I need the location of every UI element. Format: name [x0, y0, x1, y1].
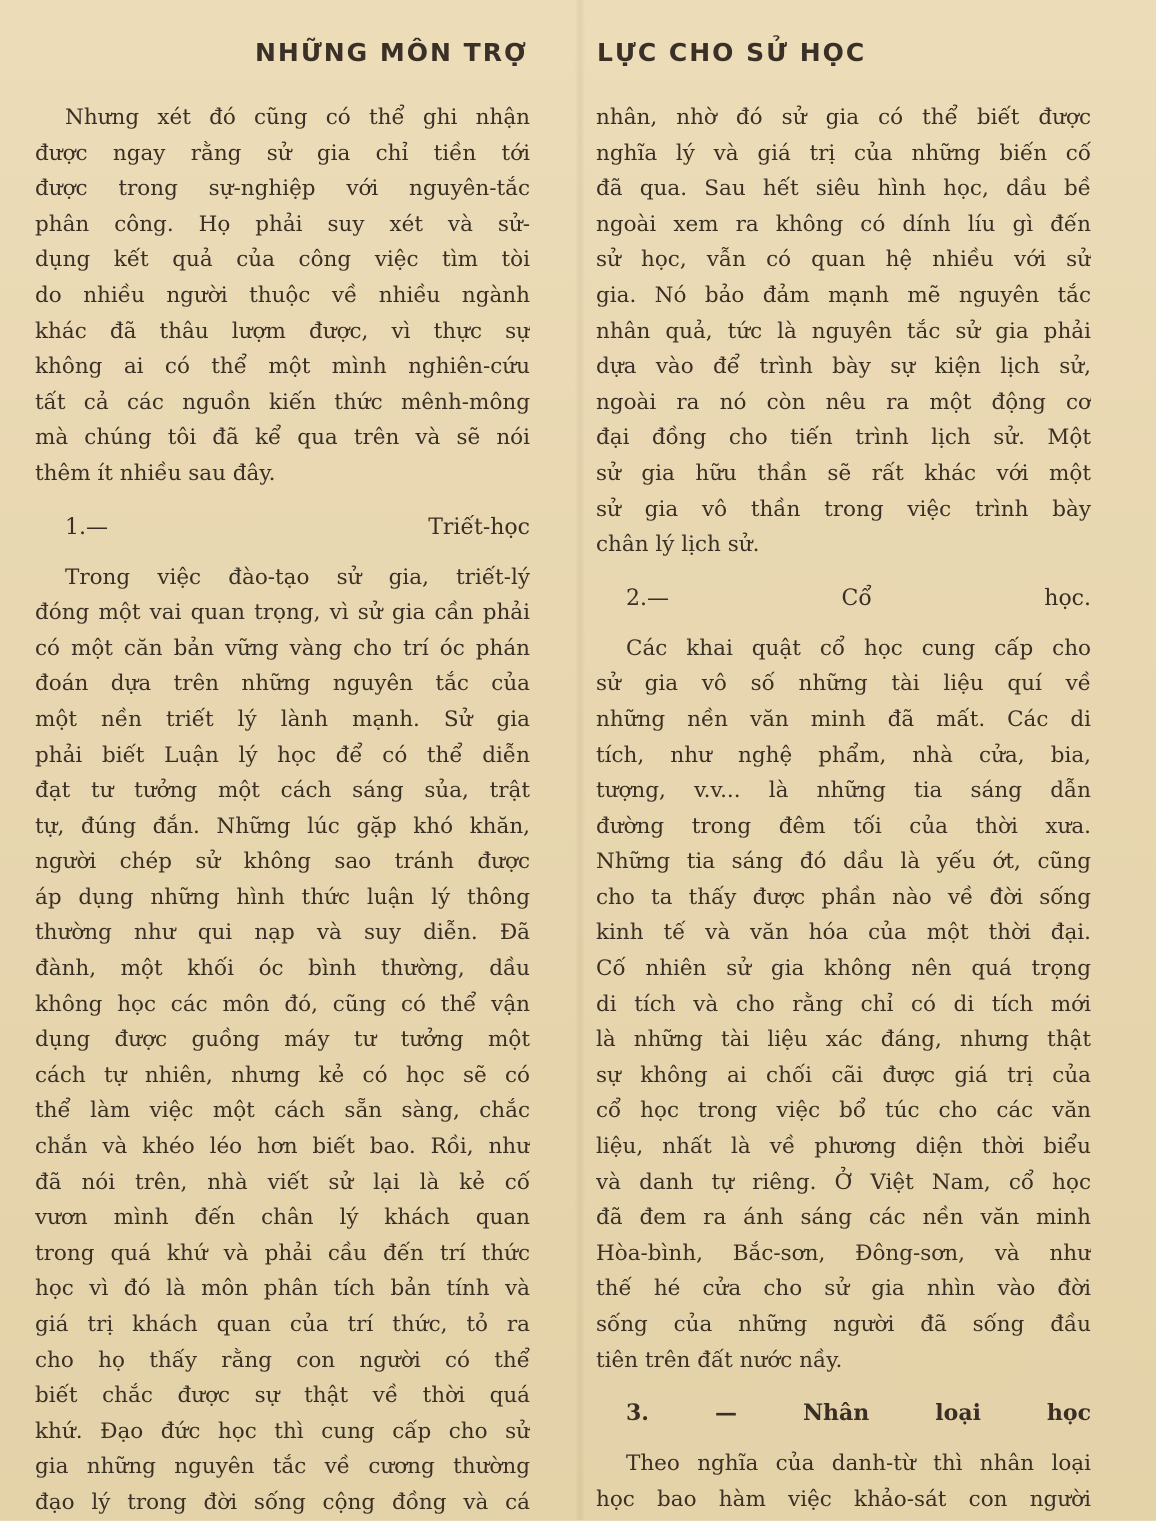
text-line: nhân quả, tức là nguyên tắc sử gia phải: [596, 318, 1091, 344]
section-heading-anthropology: 3. — Nhân loại học: [626, 1400, 1091, 1427]
text-line: chân lý lịch sử.: [596, 532, 760, 558]
header-right: LỰC CHO SỬ HỌC: [597, 38, 867, 67]
text-line: Những tia sáng đó dầu là yếu ớt, cũng: [596, 849, 1091, 875]
text-line: tích, như nghệ phẩm, nhà cửa, bia,: [596, 742, 1091, 768]
text-line: tiên trên đất nước nầy.: [596, 1347, 843, 1373]
text-line: cách tự nhiên, nhưng kẻ có học sẽ có: [35, 1062, 530, 1088]
text-line: thế hé cửa cho sử gia nhìn vào đời: [596, 1276, 1091, 1302]
text-line: không ai có thể một mình nghiên-cứu: [35, 354, 530, 380]
text-line: chắn và khéo léo hơn biết bao. Rồi, như: [35, 1134, 530, 1160]
text-line: thể làm việc một cách sẵn sàng, chắc: [35, 1098, 530, 1124]
text-line: cho ta thấy được phần nào về đời sống: [596, 884, 1091, 910]
text-line: đường trong đêm tối của thời xưa.: [596, 813, 1091, 839]
header-left: NHỮNG MÔN TRỢ: [255, 38, 528, 67]
text-line: đại đồng cho tiến trình lịch sử. Một: [596, 425, 1091, 451]
left-column: [35, 100, 530, 1521]
text-line: cổ học trong việc bổ túc cho các văn: [596, 1098, 1091, 1124]
text-line: dụng được guồng máy tư tưởng một: [35, 1027, 530, 1053]
text-line: di tích và cho rằng chỉ có di tích mới: [596, 991, 1091, 1017]
text-line: phân công. Họ phải suy xét và sử-: [35, 211, 530, 237]
text-line: Hòa-bình, Bắc-sơn, Đông-sơn, và như: [596, 1240, 1091, 1266]
text-line: tượng, v.v... là những tia sáng dẫn: [596, 778, 1091, 804]
text-line: khứ. Đạo đức học thì cung cấp cho sử: [35, 1418, 530, 1444]
text-line: giá trị khách quan của trí thức, tỏ ra: [35, 1312, 530, 1337]
text-line: không học các môn đó, cũng có thể vận: [35, 991, 530, 1017]
text-line: đạt tư tưởng một cách sáng sủa, trật: [35, 778, 530, 804]
text-line: ngoài ra nó còn nêu ra một động cơ: [596, 389, 1091, 415]
text-line: là những tài liệu xác đáng, nhưng thật: [596, 1027, 1091, 1053]
text-line: sống của những người đã sống đầu: [596, 1312, 1091, 1337]
text-line: liệu, nhất là về phương diện thời biểu: [596, 1134, 1091, 1160]
right-column: [596, 100, 1091, 1517]
text-line: một nền triết lý lành mạnh. Sử gia: [35, 706, 530, 732]
text-line: đạo lý trong đời sống cộng đồng và cá: [35, 1489, 530, 1515]
text-line: khác đã thâu lượm được, vì thực sự: [35, 318, 530, 344]
text-line: sự không ai chối cãi được giá trị của: [596, 1062, 1091, 1088]
text-line: mà chúng tôi đã kể qua trên và sẽ nói: [35, 425, 530, 451]
text-line: phải biết Luận lý học để có thể diễn: [35, 742, 530, 768]
text-line: đoán dựa trên những nguyên tắc của: [35, 671, 530, 697]
text-line: Trong việc đào-tạo sử gia, triết-lý: [65, 564, 530, 590]
text-line: Nhưng xét đó cũng có thể ghi nhận: [65, 105, 530, 130]
text-line: sử gia hữu thần sẽ rất khác với một: [596, 460, 1091, 486]
text-line: tự, đúng đắn. Những lúc gặp khó khăn,: [35, 813, 530, 839]
text-line: biết chắc được sự thật về thời quá: [35, 1383, 530, 1409]
text-line: và danh tự riêng. Ở Việt Nam, cổ học: [596, 1169, 1091, 1195]
text-line: đã nói trên, nhà viết sử lại là kẻ cố: [35, 1169, 530, 1195]
text-line: kinh tế và văn hóa của một thời đại.: [596, 920, 1091, 946]
text-line: học vì đó là môn phân tích bản tính và: [35, 1276, 530, 1302]
text-line: áp dụng những hình thức luận lý thông: [35, 884, 530, 910]
text-line: Các khai quật cổ học cung cấp cho: [626, 635, 1091, 661]
text-line: ngoài xem ra không có dính líu gì đến: [596, 211, 1091, 237]
text-line: thêm ít nhiều sau đây.: [35, 460, 276, 486]
text-line: gia. Nó bảo đảm mạnh mẽ nguyên tắc: [596, 282, 1091, 308]
text-line: tất cả các nguồn kiến thức mênh-mông: [35, 389, 530, 415]
text-line: sử gia vô số những tài liệu quí về: [596, 671, 1091, 697]
text-line: dụng kết quả của công việc tìm tòi: [35, 247, 530, 273]
text-line: Cố nhiên sử gia không nên quá trọng: [596, 956, 1091, 982]
text-line: trong quá khứ và phải cầu đến trí thức: [35, 1240, 530, 1266]
text-line: nhân, nhờ đó sử gia có thể biết được: [596, 105, 1091, 130]
text-line: đành, một khối óc bình thường, dầu: [35, 956, 530, 982]
text-line: Theo nghĩa của danh-từ thì nhân loại: [626, 1451, 1091, 1477]
running-header: [0, 38, 1156, 78]
page-gutter: [575, 0, 585, 1520]
text-line: người chép sử không sao tránh được: [35, 849, 530, 875]
text-line: sử học, vẫn có quan hệ nhiều với sử: [596, 247, 1091, 273]
text-line: nghĩa lý và giá trị của những biến cố: [596, 140, 1091, 166]
text-line: đã đem ra ánh sáng các nền văn minh: [596, 1205, 1091, 1231]
section-heading-philosophy: 1.— Triết-học: [65, 514, 530, 540]
text-line: có một căn bản vững vàng cho trí óc phán: [35, 635, 530, 661]
section-heading-archaeology: 2.— Cổ học.: [626, 585, 1091, 611]
text-line: cho họ thấy rằng con người có thể: [35, 1347, 530, 1373]
text-line: dựa vào để trình bày sự kiện lịch sử,: [596, 354, 1091, 380]
text-line: được ngay rằng sử gia chỉ tiền tới: [35, 140, 530, 166]
text-line: đã qua. Sau hết siêu hình học, dầu bề: [596, 176, 1091, 202]
text-line: được trong sự-nghiệp với nguyên-tắc: [35, 176, 530, 202]
text-line: học bao hàm việc khảo-sát con người: [596, 1486, 1091, 1512]
text-line: những nền văn minh đã mất. Các di: [596, 706, 1091, 732]
text-line: sử gia vô thần trong việc trình bày: [596, 496, 1091, 522]
text-line: gia những nguyên tắc về cương thường: [35, 1454, 530, 1480]
text-line: do nhiều người thuộc về nhiều ngành: [35, 282, 530, 308]
text-line: vươn mình đến chân lý khách quan: [35, 1205, 530, 1231]
text-line: thường như qui nạp và suy diễn. Đã: [35, 920, 530, 946]
text-line: đóng một vai quan trọng, vì sử gia cần phải: [35, 600, 530, 626]
